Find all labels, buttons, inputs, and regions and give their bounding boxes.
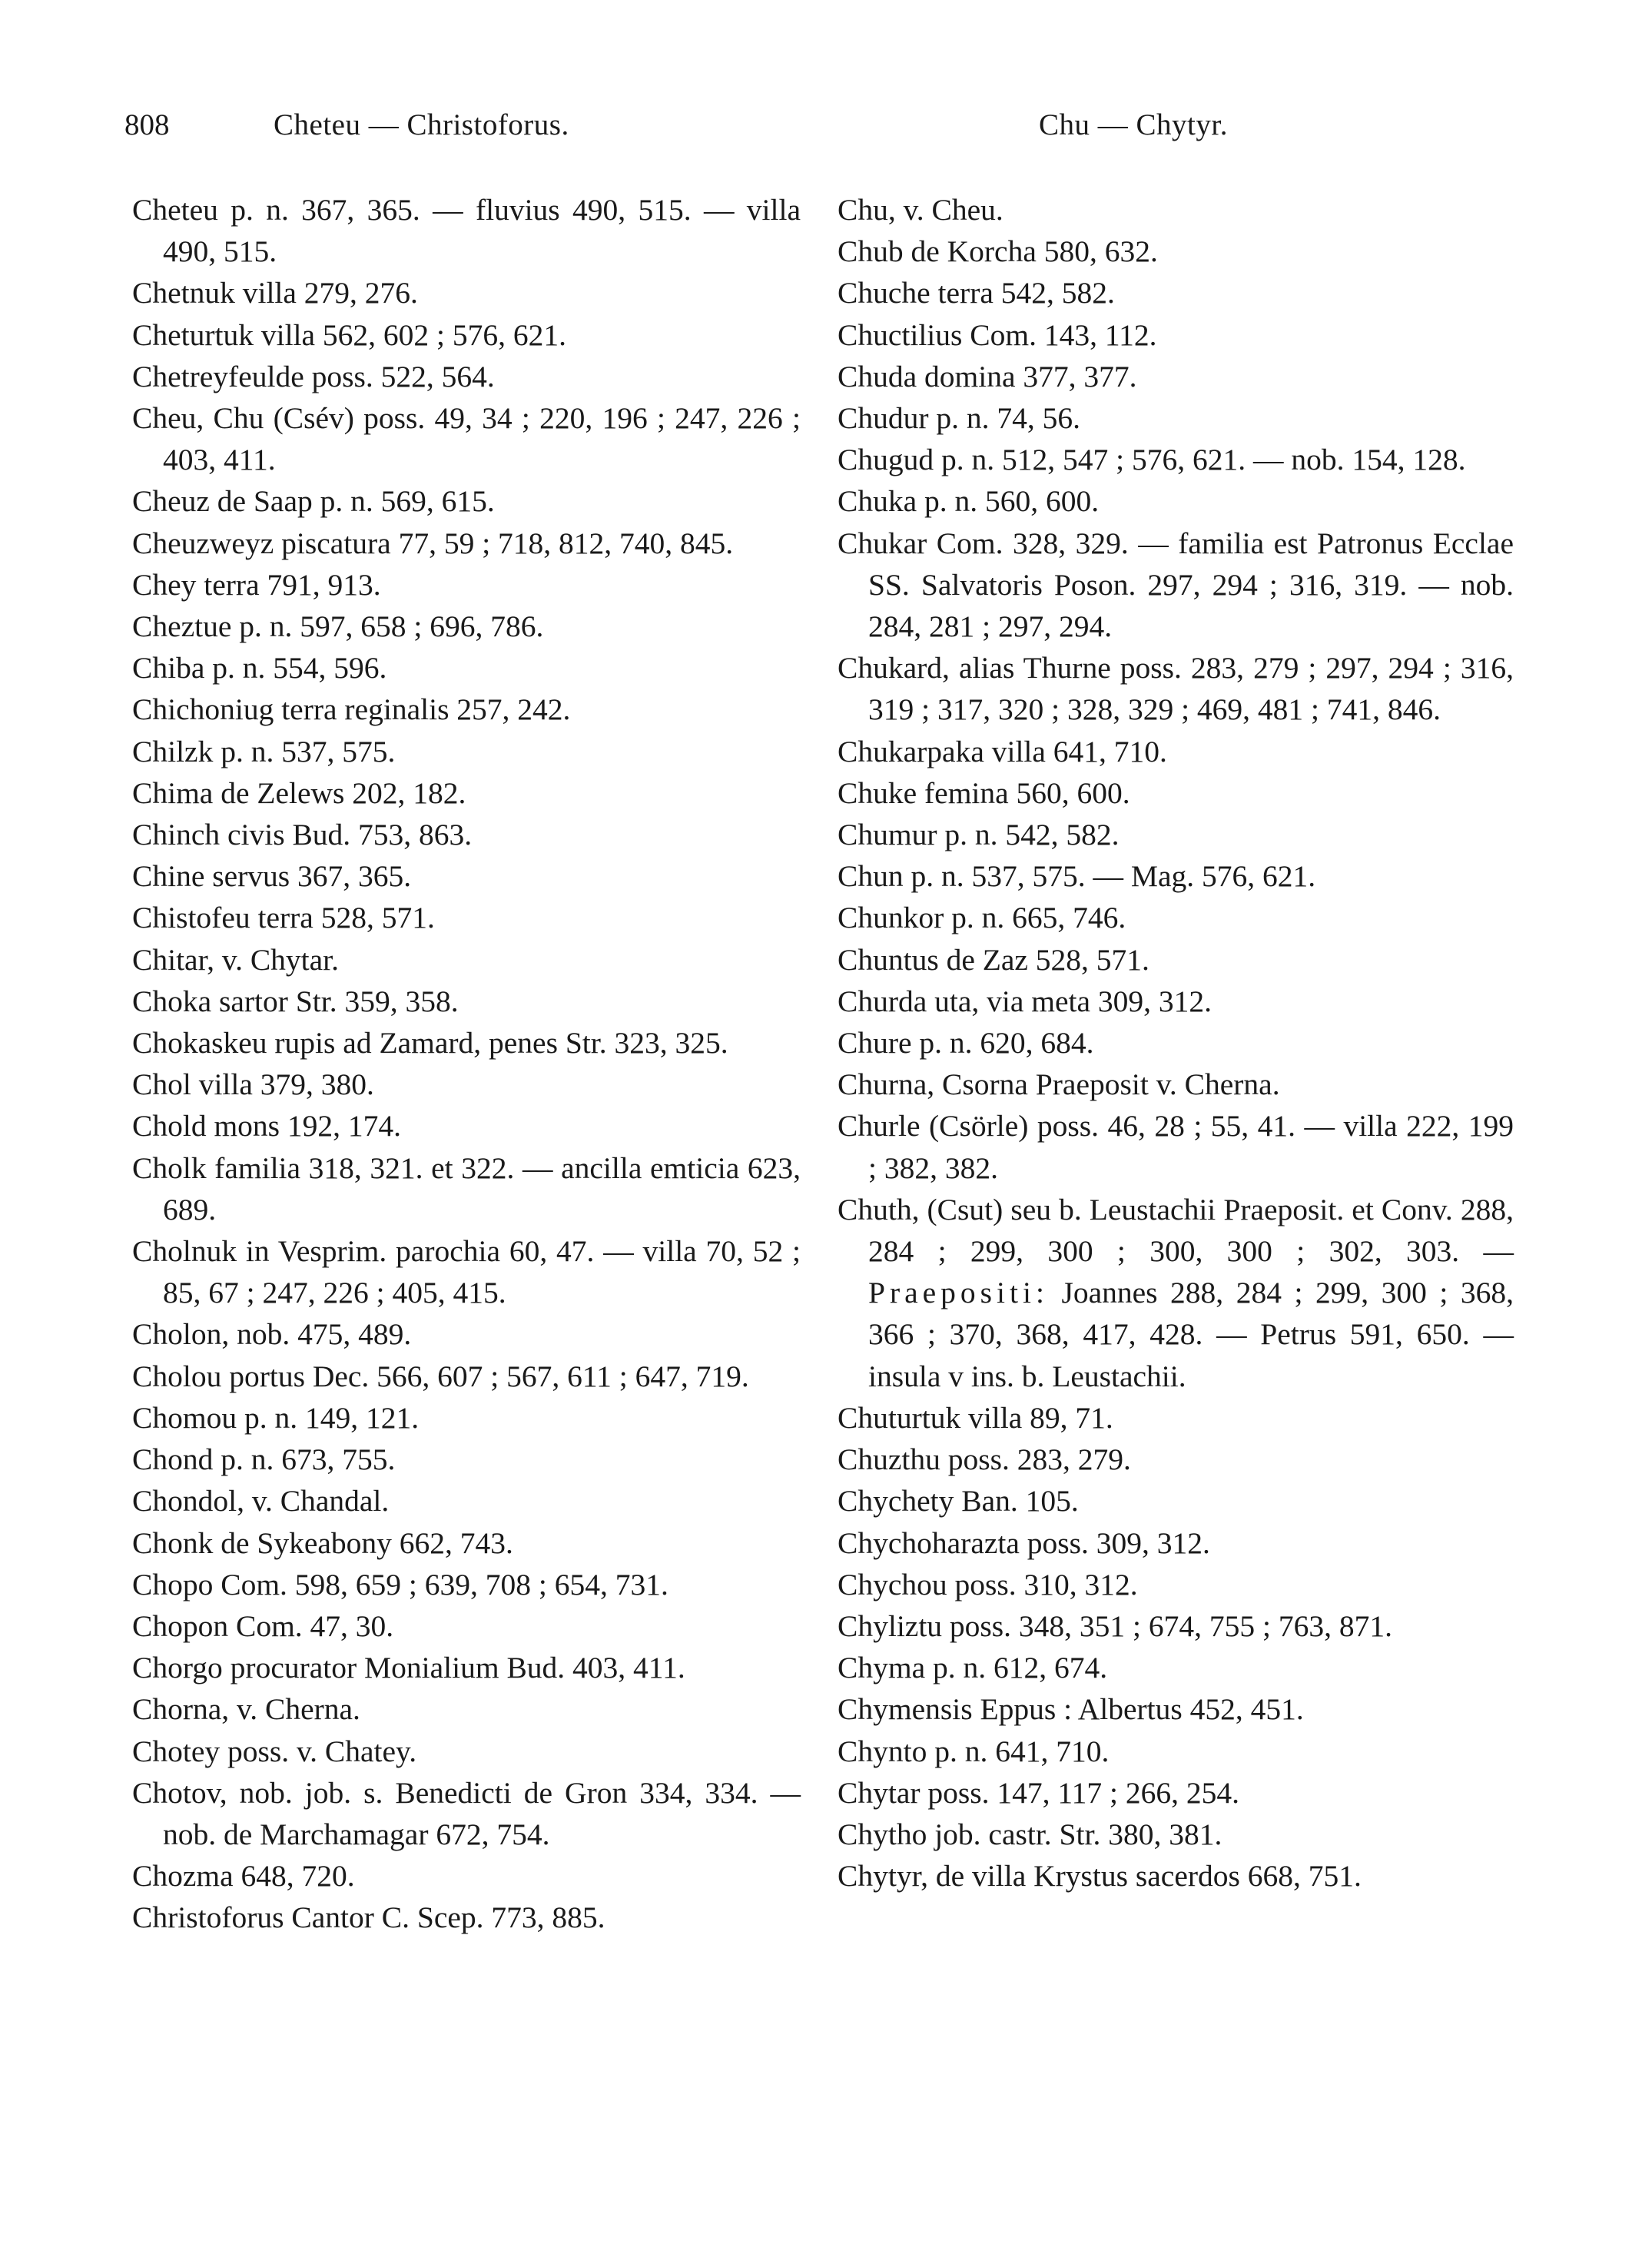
- index-entry: Chuka p. n. 560, 600.: [838, 484, 1100, 519]
- index-entry: Chymensis Eppus : Albertus 452, 451.: [838, 1692, 1304, 1727]
- index-entry: Cheztue p. n. 597, 658 ; 696, 786.: [132, 609, 544, 644]
- index-entry: Chuturtuk villa 89, 71.: [838, 1400, 1113, 1435]
- index-entry: Chonk de Sykeabony 662, 743.: [132, 1525, 513, 1560]
- index-entry: Chotov, nob. job. s. Benedicti de Gron 334, 334. — nob. de Marchamagar 672, 754.: [132, 1775, 801, 1851]
- index-entry: Cholon, nob. 475, 489.: [132, 1317, 412, 1352]
- index-entry: Chol villa 379, 380.: [132, 1067, 374, 1102]
- index-entry: Chilzk p. n. 537, 575.: [132, 734, 396, 768]
- index-entry: Chub de Korcha 580, 632.: [838, 234, 1158, 269]
- index-entry: Chetnuk villa 279, 276.: [132, 276, 418, 310]
- index-entry: Chu, v. Cheu.: [838, 193, 1003, 227]
- chuth-entry-praepositi-label: Praepositi:: [868, 1276, 1049, 1310]
- index-entry: Chukard, alias Thurne poss. 283, 279 ; 297, 294 ; 316, 319 ; 317, 320 ; 328, 329 ; 469, 481 ; 741, 846.: [838, 651, 1514, 727]
- left-running-title: Cheteu — Christoforus.: [274, 108, 569, 141]
- index-entry: Cheteu p. n. 367, 365. — fluvius 490, 515. — villa 490, 515.: [132, 193, 801, 269]
- index-entry: Cheu, Chu (Csév) poss. 49, 34 ; 220, 196 ; 247, 226 ; 403, 411.: [132, 401, 801, 477]
- running-head: [0, 108, 1652, 154]
- index-entry: Chytho job. castr. Str. 380, 381.: [838, 1817, 1222, 1851]
- index-entry: Chun p. n. 537, 575. — Mag. 576, 621.: [838, 859, 1316, 894]
- index-entry: Chinch civis Bud. 753, 863.: [132, 818, 473, 852]
- index-entry: Chomou p. n. 149, 121.: [132, 1400, 420, 1435]
- index-entry: Chond p. n. 673, 755.: [132, 1442, 396, 1477]
- index-entry: Chunkor p. n. 665, 746.: [838, 901, 1126, 935]
- page-number: 808: [124, 108, 170, 141]
- index-entry: Chudur p. n. 74, 56.: [838, 401, 1080, 436]
- index-entry: Cholou portus Dec. 566, 607 ; 567, 611 ; 647, 719.: [132, 1359, 749, 1393]
- left-index-column: [132, 189, 801, 1939]
- index-entry: Cheuz de Saap p. n. 569, 615.: [132, 484, 495, 519]
- index-entry: Chetreyfeulde poss. 522, 564.: [132, 359, 495, 393]
- index-entry: Choka sartor Str. 359, 358.: [132, 984, 459, 1018]
- index-entry: Churle (Csörle) poss. 46, 28 ; 55, 41. — villa 222, 199 ; 382, 382.: [838, 1109, 1514, 1185]
- index-entry: Chytyr, de villa Krystus sacerdos 668, 751.: [838, 1859, 1362, 1894]
- index-entry: Chuke femina 560, 600.: [838, 775, 1130, 810]
- index-entry: Chukar Com. 328, 329. — familia est Patronus Ecclae SS. Salvatoris Poson. 297, 294 ; 316, 319. — nob. 284, 281 ; 297, 294.: [838, 526, 1514, 644]
- index-entry: Cholnuk in Vesprim. parochia 60, 47. — villa 70, 52 ; 85, 67 ; 247, 226 ; 405, 415.: [132, 1234, 801, 1310]
- right-running-title: Chu — Chytyr.: [1039, 108, 1228, 141]
- index-entry: Chorgo procurator Monialium Bud. 403, 411.: [132, 1651, 685, 1685]
- index-entry: Chold mons 192, 174.: [132, 1109, 402, 1143]
- index-entry: Chyliztu poss. 348, 351 ; 674, 755 ; 763, 871.: [838, 1608, 1392, 1643]
- index-entry: Churda uta, via meta 309, 312.: [838, 984, 1212, 1018]
- index-entry: Churna, Csorna Praeposit v. Cherna.: [838, 1067, 1280, 1102]
- index-entry: Chichoniug terra reginalis 257, 242.: [132, 692, 571, 727]
- index-entry: Chopo Com. 598, 659 ; 639, 708 ; 654, 731.: [132, 1567, 668, 1602]
- index-entry: Christoforus Cantor C. Scep. 773, 885.: [132, 1900, 605, 1935]
- index-entry: Chychou poss. 310, 312.: [838, 1567, 1138, 1602]
- index-entry: Chuda domina 377, 377.: [838, 359, 1137, 393]
- index-entry: Chistofeu terra 528, 571.: [132, 901, 435, 935]
- index-entry: Chiba p. n. 554, 596.: [132, 651, 387, 685]
- index-entry: Chopon Com. 47, 30.: [132, 1608, 394, 1643]
- index-entry: Chukarpaka villa 641, 710.: [838, 734, 1167, 768]
- index-entry: Cheuzweyz piscatura 77, 59 ; 718, 812, 740, 845.: [132, 526, 734, 560]
- index-entry-chuth: [838, 1189, 1514, 1397]
- index-entry: Chuctilius Com. 143, 112.: [838, 317, 1157, 352]
- index-entry: Chytar poss. 147, 117 ; 266, 254.: [838, 1775, 1240, 1810]
- chuth-entry-part-1: Chuth, (Csut) seu b. Leustachii Praeposit. et Conv. 288, 284 ; 299, 300 ; 300, 300 ; 302, 303. —: [838, 1192, 1514, 1269]
- index-entry: Chychoharazta poss. 309, 312.: [838, 1525, 1210, 1560]
- index-entry: Chuzthu poss. 283, 279.: [838, 1442, 1131, 1477]
- index-entry: Chozma 648, 720.: [132, 1859, 355, 1894]
- index-entry: Chima de Zelews 202, 182.: [132, 775, 466, 810]
- index-entry: Chugud p. n. 512, 547 ; 576, 621. — nob. 154, 128.: [838, 443, 1466, 477]
- right-index-column: [838, 189, 1514, 1897]
- index-entry: Chotey poss. v. Chatey.: [132, 1734, 417, 1768]
- index-entry: Chorna, v. Cherna.: [132, 1692, 360, 1727]
- index-entry: Chokaskeu rupis ad Zamard, penes Str. 323, 325.: [132, 1026, 728, 1060]
- index-entry: Chondol, v. Chandal.: [132, 1484, 390, 1519]
- index-entry: Chychety Ban. 105.: [838, 1484, 1079, 1519]
- index-entry: Cholk familia 318, 321. et 322. — ancilla emticia 623, 689.: [132, 1150, 801, 1226]
- index-entry: Chitar, v. Chytar.: [132, 942, 340, 977]
- index-entry: Chuntus de Zaz 528, 571.: [838, 942, 1149, 977]
- index-entry: Chey terra 791, 913.: [132, 567, 381, 602]
- index-entry: Chumur p. n. 542, 582.: [838, 818, 1120, 852]
- chuth-entry-part-2: Joannes 288, 284 ; 299, 300 ; 368, 366 ; 370, 368, 417, 428. — Petrus 591, 650. — insula v ins. b. Leustachii.: [868, 1276, 1514, 1393]
- index-entry: Chynto p. n. 641, 710.: [838, 1734, 1110, 1768]
- index-entry: Chuche terra 542, 582.: [838, 276, 1115, 310]
- index-entry: Chyma p. n. 612, 674.: [838, 1651, 1108, 1685]
- index-entry: Chure p. n. 620, 684.: [838, 1026, 1094, 1060]
- index-entry: Cheturtuk villa 562, 602 ; 576, 621.: [132, 317, 567, 352]
- index-entry: Chine servus 367, 365.: [132, 859, 412, 894]
